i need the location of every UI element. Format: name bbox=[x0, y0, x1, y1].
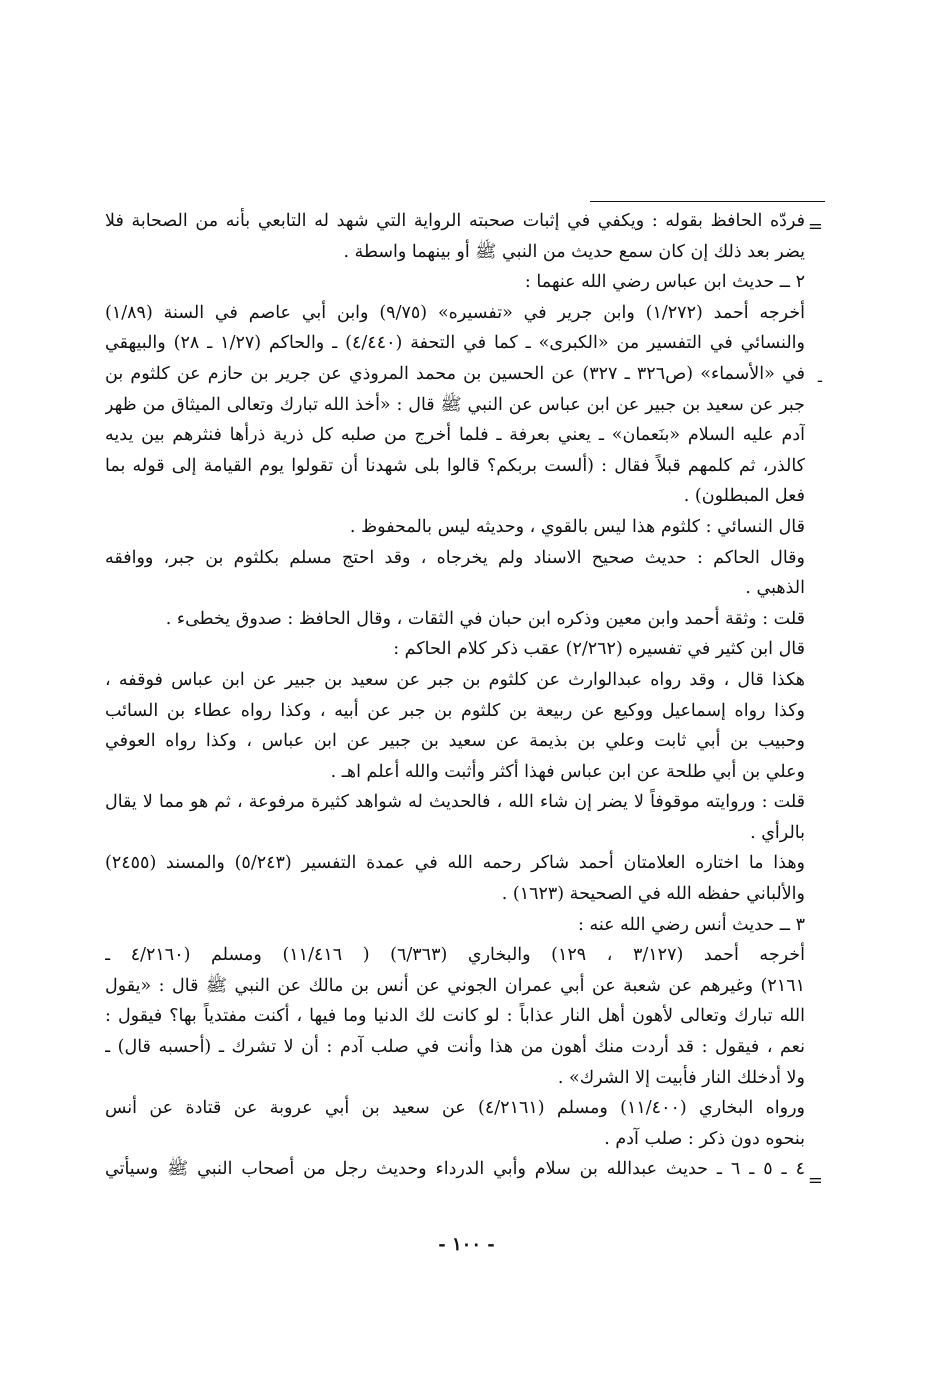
text-line: وقال الحاكم : حديث صحيح الاسناد ولم يخرجاه ، وقد احتج مسلم بكلثوم بن جبر، ووافقه bbox=[105, 547, 805, 568]
text-line: جبر عن سعيد بن جبير عن ابن عباس عن النبي ﷺ قال : «أخذ الله تبارك وتعالى الميثاق من ظهر bbox=[105, 394, 805, 415]
text-line: أخرجه أحمد (١/٢٧٢) وابن جرير في «تفسيره» (٩/٧٥) وابن أبي عاصم في السنة (١/٨٩) bbox=[105, 302, 805, 323]
text-line: في «الأسماء» (ص٣٢٦ ـ ٣٢٧) عن الحسين بن محمد المروذي عن جرير بن حازم عن كلثوم بن bbox=[105, 363, 805, 384]
text-line: ٤ ـ ٥ ـ ٦ ـ حديث عبدالله بن سلام وأبي الدرداء وحديث رجل من أصحاب النبي ﷺ وسيأتي bbox=[105, 1159, 805, 1180]
text-line: الله تبارك وتعالى لأهون أهل النار عذاباً : لو كانت لك الدنيا وما فيها ، أكنت مفتدياً بها؟ فيقول : bbox=[105, 1006, 805, 1027]
text-line: كالذر، ثم كلمهم قبلاً فقال : (ألست بربكم؟ قالوا بلى شهدنا أن تقولوا يوم القيامة إلى قوله بما bbox=[105, 455, 805, 476]
text-line: يضر بعد ذلك إن كان سمع حديث من النبي ﷺ أو بينهما واسطة . bbox=[343, 241, 805, 262]
text-line: بنحوه دون ذكر : صلب آدم . bbox=[604, 1128, 805, 1149]
text-line: وعلي بن أبي طلحة عن ابن عباس فهذا أكثر وأثبت والله أعلم اهـ . bbox=[330, 761, 805, 782]
text-line: والألباني حفظه الله في الصحيحة (١٦٢٣) . bbox=[501, 884, 805, 905]
text-line: أخرجه أحمد (٣/١٢٧ ، ١٢٩) والبخاري (٦/٣٦٣) ( ١١/٤١٦) ومسلم (٤/٢١٦٠ ـ bbox=[105, 945, 805, 966]
text-line: والنسائي في التفسير من «الكبرى» ـ كما في التحفة (٤/٤٤٠) ـ والحاكم (١/٢٧ ـ ٢٨) والبيهقي bbox=[105, 333, 805, 354]
text-line: ولا أدخلك النار فأبيت إلا الشرك» . bbox=[557, 1067, 805, 1088]
text-line: قلت : وثقة أحمد وابن معين وذكره ابن حبان في الثقات ، وقال الحافظ : صدوق يخطىء . bbox=[165, 608, 805, 629]
continuation-mark-bottom: = bbox=[807, 1170, 823, 1191]
text-line: نعم ، فيقول : قد أردت منك أهون من هذا وأنت في صلب آدم : أن لا تشرك ـ (أحسبه قال) ـ bbox=[105, 1037, 805, 1058]
footnote-separator-rule bbox=[590, 201, 825, 202]
text-line: بالرأي . bbox=[750, 822, 805, 843]
text-line: آدم عليه السلام «بنَعمان» ـ يعني بعرفة ـ فلما أخرج من صلبه كل ذرية ذرأها فنثرهم بين يديه bbox=[105, 425, 805, 446]
section-heading: ٣ ــ حديث أنس رضي الله عنه : bbox=[578, 914, 805, 935]
footnote-text bbox=[105, 206, 805, 1185]
text-line: قال ابن كثير في تفسيره (٢/٢٦٢) عقب ذكر كلام الحاكم : bbox=[393, 639, 805, 660]
text-line: فعل المبطلون) . bbox=[683, 486, 805, 507]
text-line: وكذا رواه إسماعيل ووكيع عن ربيعة بن كلثوم بن جبر عن أبيه ، وكذا رواه عطاء بن السائب bbox=[105, 700, 805, 721]
text-line: فردّه الحافظ بقوله : ويكفي في إثبات صحبته الرواية التي شهد له التابعي بأنه من الصحابة فلا bbox=[105, 211, 805, 231]
text-line: هكذا قال ، وقد رواه عبدالوارث عن كلثوم بن جبر عن سعيد بن جبير عن ابن عباس فوقفه ، bbox=[105, 669, 805, 690]
text-line: الذهبي . bbox=[745, 578, 805, 599]
text-line: وهذا ما اختاره العلامتان أحمد شاكر رحمه الله في عمدة التفسير (٥/٢٤٣) والمسند (٢٤٥٥) bbox=[105, 853, 805, 874]
text-line: وحبيب بن أبي ثابت وعلي بن بذيمة عن سعيد بن جبير عن ابن عباس ، وكذا رواه العوفي bbox=[105, 731, 805, 752]
text-line: قلت : وروايته موقوفاً لا يضر إن شاء الله ، فالحديث له شواهد كثيرة مرفوعة ، ثم هو مما لا يقال bbox=[105, 792, 805, 813]
text-line: ٢١٦١) وغيرهم عن شعبة عن أبي عمران الجوني عن أنس بن مالك عن النبي ﷺ قال : «يقول bbox=[105, 975, 805, 996]
text-line: قال النسائي : كلثوم هذا ليس بالقوي ، وحديثه ليس بالمحفوظ . bbox=[349, 516, 805, 537]
margin-dash-mark: - bbox=[816, 370, 823, 391]
continuation-mark-top: = bbox=[807, 216, 823, 237]
page-number: - ١٠٠ - bbox=[438, 1234, 495, 1255]
text-line: ورواه البخاري (١١/٤٠٠) ومسلم (٤/٢١٦١) عن سعيد بن أبي عروبة عن قتادة عن أنس bbox=[105, 1098, 805, 1119]
section-heading: ٢ ــ حديث ابن عباس رضي الله عنهما : bbox=[524, 272, 805, 293]
